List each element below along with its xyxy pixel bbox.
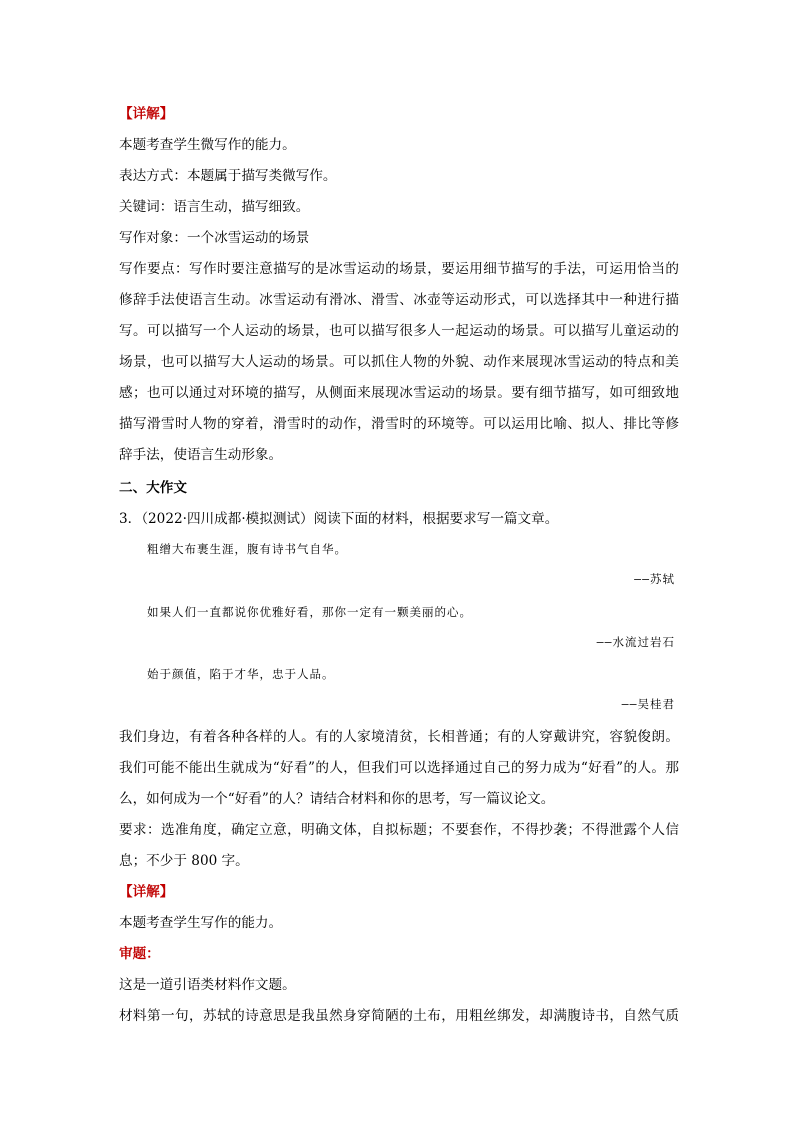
writing-object: 写作对象：一个冰雪运动的场景 — [119, 230, 310, 246]
material-line: 我们可能不能出生就成为“好看”的人，但我们可以选择通过自己的努力成为“好看”的人。那 — [119, 760, 679, 776]
writing-points-line: 辞手法，使语言生动形象。 — [119, 447, 283, 463]
quote-author: ——吴桂君 — [621, 697, 675, 711]
keywords: 关键词：语言生动，描写细致。 — [119, 199, 310, 215]
detail-intro-1: 本题考查学生微写作的能力。 — [119, 137, 296, 153]
writing-points-line: 写。可以描写一个人运动的场景，也可以描写很多人一起运动的场景。可以描写儿童运动的 — [119, 323, 679, 339]
section-title: 二、大作文 — [119, 480, 187, 496]
writing-points-line: 修辞手法使语言生动。冰雪运动有滑冰、滑雪、冰壶等运动形式，可以选择其中一种进行描 — [119, 292, 679, 308]
quote-text: 始于颜值，陷于才华，忠于人品。 — [147, 667, 335, 681]
quote-author: ——苏轼 — [634, 572, 675, 586]
quote-text: 粗缯大布裹生涯，腹有诗书气自华。 — [147, 542, 347, 556]
writing-points-line: 感；也可以通过对环境的描写，从侧面来展现冰雪运动的场景。要有细节描写，如可细致地 — [119, 385, 679, 401]
writing-points-line: 描写滑雪时人物的穿着，滑雪时的动作，滑雪时的环境等。可以运用比喻、拟人、排比等修 — [119, 416, 679, 432]
requirement-line: 息；不少于 800 字。 — [119, 853, 249, 869]
review-type: 这是一道引语类材料作文题。 — [119, 977, 296, 993]
detail-heading-1: 【详解】 — [119, 106, 174, 122]
detail-heading-2: 【详解】 — [119, 884, 174, 900]
expression-mode: 表达方式：本题属于描写类微写作。 — [119, 168, 337, 184]
material-line: 我们身边，有着各种各样的人。有的人家境清贫，长相普通；有的人穿戴讲究，容貌俊朗。 — [119, 729, 679, 745]
requirement-line: 要求：选准角度，确定立意，明确文体，自拟标题；不要套作，不得抄袭；不得泄露个人信 — [119, 822, 679, 838]
quote-text: 如果人们一直都说你优雅好看，那你一定有一颗美丽的心。 — [147, 605, 472, 619]
review-first-sentence: 材料第一句，苏轼的诗意思是我虽然身穿简陋的土布，用粗丝绑发，却满腹诗书，自然气质 — [119, 1008, 679, 1024]
review-heading: 审题： — [119, 946, 160, 962]
question-prompt: 3．（2022·四川成都·模拟测试）阅读下面的材料，根据要求写一篇文章。 — [119, 511, 559, 527]
writing-points-line: 场景，也可以描写大人运动的场景。可以抓住人物的外貌、动作来展现冰雪运动的特点和美 — [119, 354, 679, 370]
quote-author: ——水流过岩石 — [596, 635, 675, 649]
material-line: 么，如何成为一个“好看”的人？请结合材料和你的思考，写一篇议论文。 — [119, 791, 555, 807]
writing-points-line: 写作要点：写作时要注意描写的是冰雪运动的场景，要运用细节描写的手法，可运用恰当的 — [119, 261, 679, 277]
detail-intro-2: 本题考查学生写作的能力。 — [119, 915, 283, 931]
